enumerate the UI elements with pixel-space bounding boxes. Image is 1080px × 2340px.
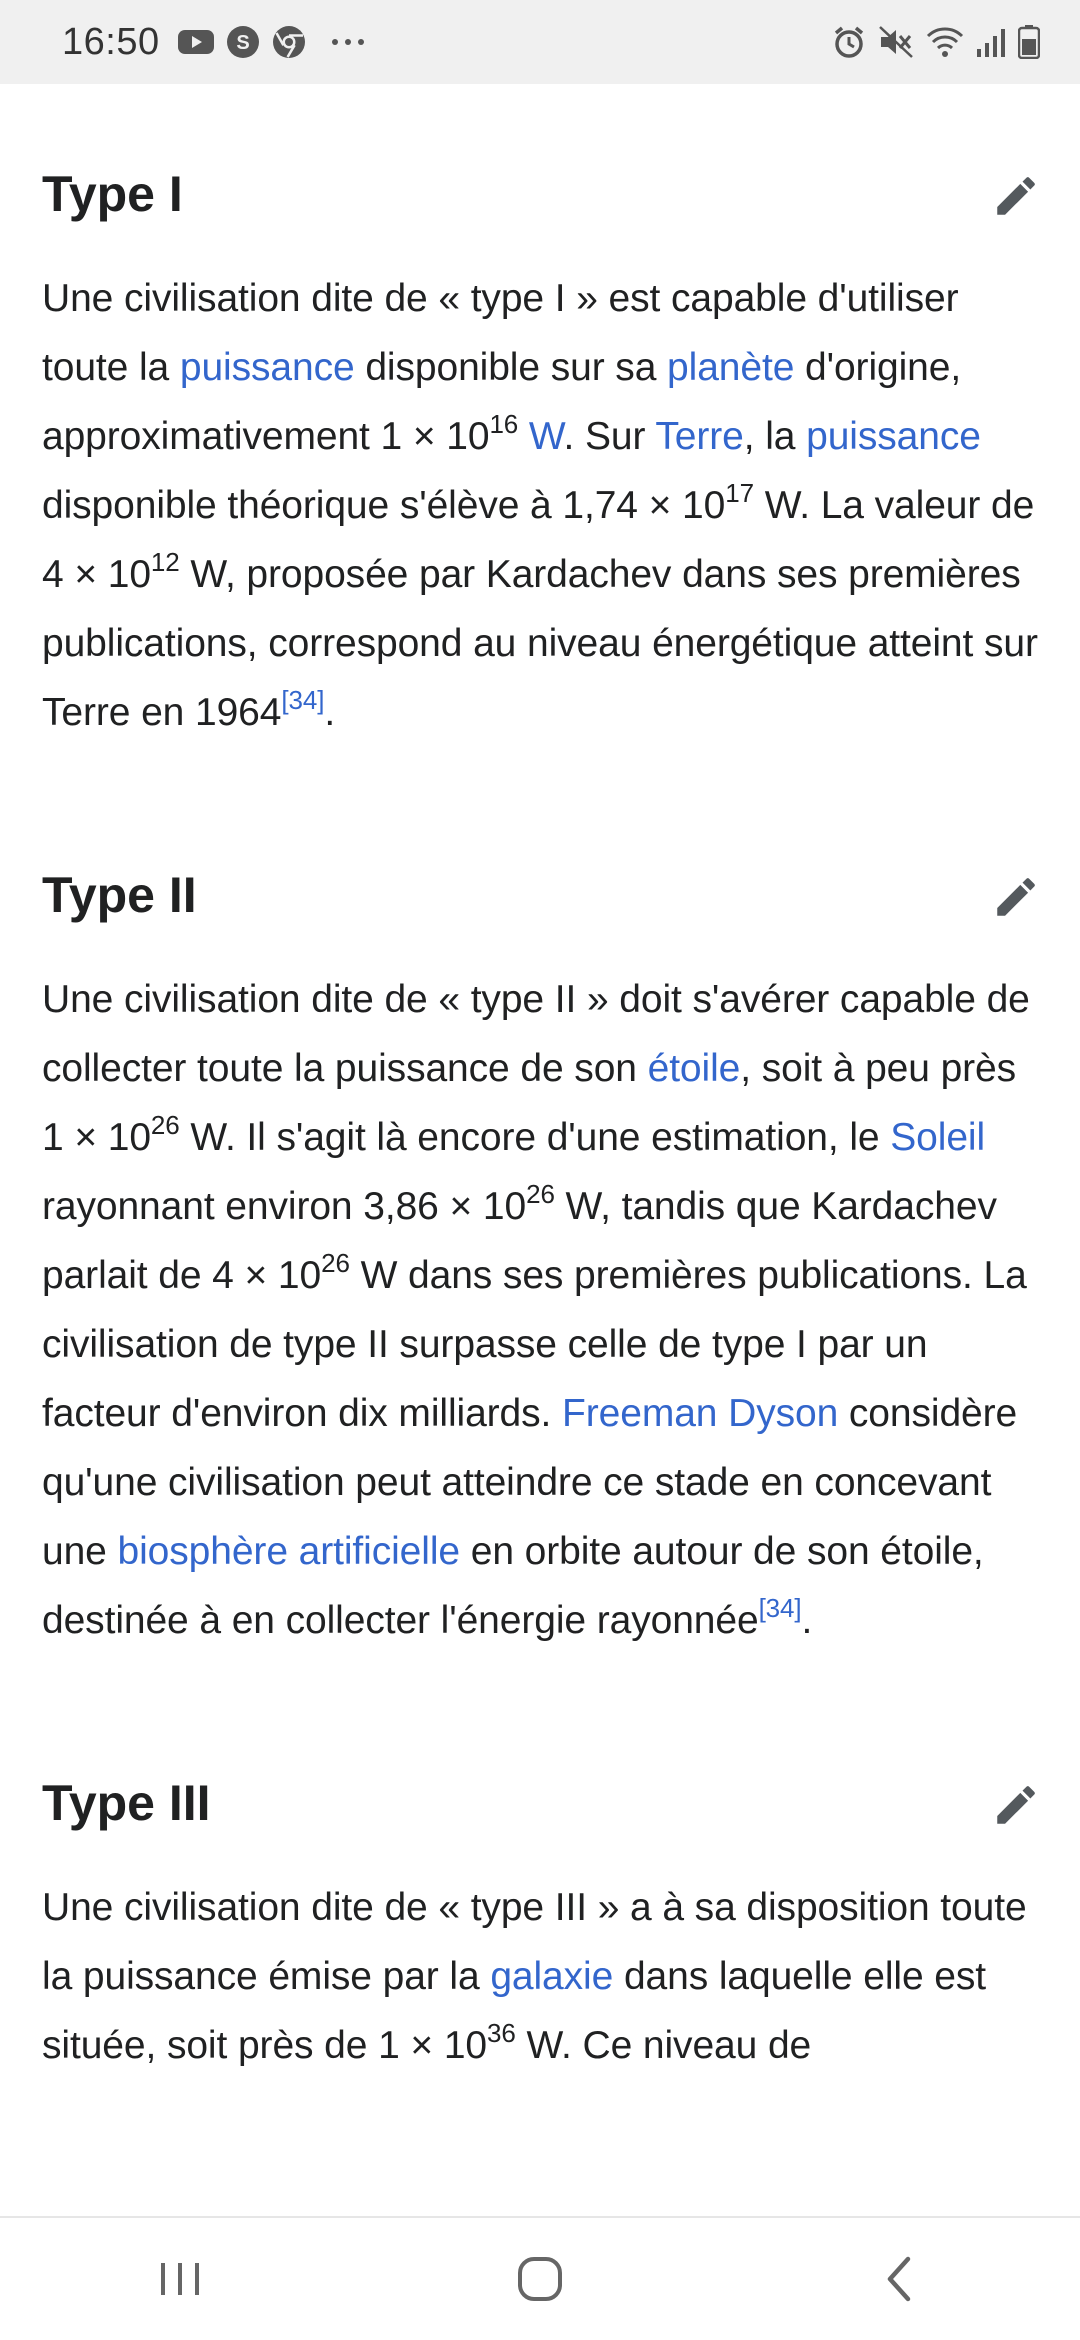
section-paragraph [42, 965, 1042, 1655]
exponent: 26 [321, 1248, 350, 1278]
section-header [42, 845, 1042, 945]
text: W, tandis que Kardachev parlait de 4 × 10 [42, 1185, 997, 1297]
text: W. Il s'agit là encore d'une estimation, le [179, 1116, 891, 1159]
reference-link[interactable]: [34] [758, 1593, 802, 1623]
system-nav-bar [0, 2216, 1080, 2340]
exponent: 12 [150, 547, 180, 577]
youtube-icon [178, 28, 214, 56]
edit-section-pencil-icon[interactable] [986, 166, 1046, 226]
exponent: 17 [725, 478, 754, 508]
text: , soit à peu près 1 × 10 [42, 1047, 1017, 1159]
link-etoile[interactable]: étoile [647, 1047, 741, 1090]
edit-section-pencil-icon[interactable] [986, 867, 1046, 927]
section-header [42, 144, 1042, 244]
link-puissance[interactable]: puissance [179, 346, 355, 389]
exponent: 36 [487, 2018, 516, 2048]
text: Une civilisation dite de « type II » doit s'avérer capable de collecter toute la puissance de son [42, 978, 1030, 1090]
section-header [42, 1753, 1042, 1853]
battery-icon [1018, 25, 1040, 59]
reference-link[interactable]: [34] [281, 685, 325, 715]
text: W. La valeur de 4 × 10 [42, 484, 1035, 596]
text: Une civilisation dite de « type III » a à sa disposition toute la puissance émise par la [42, 1886, 1027, 1998]
section-paragraph [42, 264, 1042, 747]
text: rayonnant environ 3,86 × 10 [42, 1185, 527, 1228]
exponent: 26 [150, 1110, 180, 1140]
text: d'origine, approximativement 1 × 10 [42, 346, 962, 458]
section-type-3 [42, 1753, 1042, 2080]
section-title: Type II [42, 867, 197, 923]
link-watt[interactable]: W [528, 415, 564, 458]
alarm-icon [832, 25, 866, 59]
text: . [801, 1599, 813, 1642]
mute-icon [878, 25, 914, 59]
text: W dans ses premières publications. La civilisation de type II surpasse celle de type I par un facteur d'environ dix milliards. [42, 1254, 1027, 1435]
shazam-icon [226, 25, 260, 59]
status-left-icons [178, 25, 364, 59]
text: Une civilisation dite de « type I » est capable d'utiliser toute la [42, 277, 959, 389]
status-right-icons [832, 25, 1040, 59]
text: W, proposée par Kardachev dans ses premières publications, correspond au niveau énergétique atteint sur Terre en 1964 [42, 553, 1038, 734]
text: disponible sur sa [354, 346, 668, 389]
text [518, 415, 529, 458]
wifi-icon [926, 26, 964, 58]
link-biosphere-artificielle[interactable]: biosphère artificielle [117, 1530, 460, 1573]
section-paragraph [42, 1873, 1042, 2080]
signal-icon [976, 27, 1006, 57]
svg-text:S: S [235, 32, 250, 54]
text: W. Ce niveau de [515, 2024, 812, 2067]
link-freeman-dyson[interactable]: Freeman Dyson [562, 1392, 839, 1435]
link-soleil[interactable]: Soleil [890, 1116, 986, 1159]
status-bar [0, 0, 1080, 84]
link-terre[interactable]: Terre [655, 415, 744, 458]
section-title: Type III [42, 1775, 211, 1831]
exponent: 16 [489, 409, 519, 439]
recent-apps-icon[interactable] [120, 2229, 240, 2329]
text: . [324, 691, 336, 734]
chrome-icon [272, 25, 306, 59]
back-icon[interactable] [840, 2229, 960, 2329]
link-galaxie[interactable]: galaxie [490, 1955, 614, 1998]
status-time: 16:50 [62, 20, 160, 63]
section-title: Type I [42, 166, 183, 222]
edit-section-pencil-icon[interactable] [986, 1775, 1046, 1835]
exponent: 26 [526, 1179, 555, 1209]
article-content [42, 84, 1042, 2080]
text: . Sur [563, 415, 656, 458]
text: dans laquelle elle est située, soit près de 1 × 10 [42, 1955, 986, 2067]
text: en orbite autour de son étoile, destinée à en collecter l'énergie rayonnée [42, 1530, 984, 1642]
section-type-1 [42, 144, 1042, 747]
home-icon[interactable] [480, 2229, 600, 2329]
text: disponible théorique s'élève à 1,74 × 10 [42, 484, 726, 527]
text: , la [743, 415, 807, 458]
more-dots-icon [332, 39, 364, 45]
section-type-2 [42, 845, 1042, 1655]
link-puissance[interactable]: puissance [806, 415, 981, 458]
text: considère qu'une civilisation peut atteindre ce stade en concevant une [42, 1392, 1018, 1573]
link-planete[interactable]: planète [667, 346, 795, 389]
